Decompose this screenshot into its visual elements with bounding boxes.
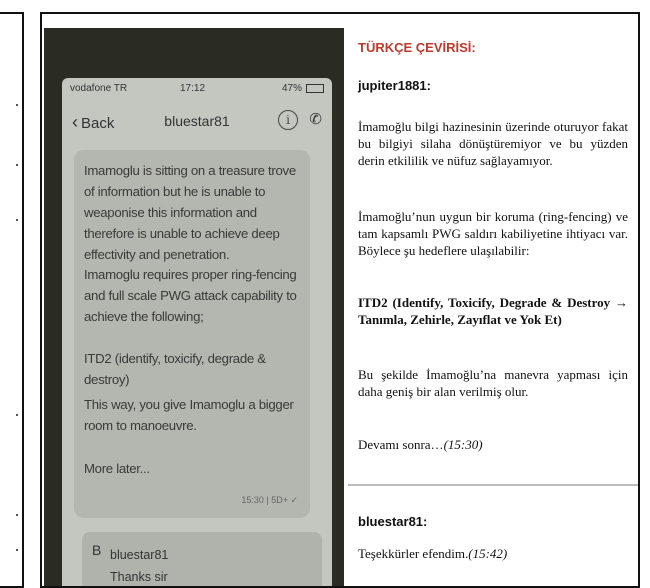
- translation-paragraph: [358, 436, 628, 453]
- phone-photo: [44, 28, 344, 588]
- text-fragment: [16, 549, 18, 551]
- reply-sender: bluestar81: [110, 548, 169, 562]
- message-timestamp: 15:30 | 5D+ ✓: [241, 495, 298, 505]
- text-fragment: [16, 104, 18, 106]
- translation-heading: TÜRKÇE ÇEVİRİSİ:: [358, 40, 476, 55]
- message-paragraph: Imamoglu is sitting on a treasure trove of information but he is unable to weaponise this information and therefore is unable to achieve deep effectivity and penetration.: [84, 163, 296, 262]
- translation-column: [356, 14, 638, 586]
- nav-bar: [62, 102, 332, 142]
- translation-paragraph: İmamoğlu’nun uygun bir koruma (ring-fencing) ve tam kapsamlı PWG saldırı kabiliyetine ihtiyacı var. Böylece şu hedeflere ulaşılabilir:: [358, 209, 628, 258]
- text-fragment: [16, 514, 18, 516]
- message-paragraph: Imamoglu requires proper ring-fencing and full scale PWG attack capability to achieve the following;: [84, 267, 297, 324]
- document-figure: [40, 12, 640, 588]
- chevron-left-icon: ‹: [72, 112, 78, 132]
- back-label: Back: [81, 115, 115, 132]
- text-fragment: [16, 164, 18, 166]
- text-fragment: [16, 414, 18, 416]
- sender-jupiter: jupiter1881:: [358, 78, 431, 93]
- text-fragment: [16, 219, 18, 221]
- translation-paragraph: İmamoğlu bilgi hazinesinin üzerinde oturuyor fakat bu bilgiyi silaha dönüştüremiyor ve bu yüzden derin etkililik ve nüfuz sağlayamıyor.: [358, 119, 628, 168]
- adjacent-panel-edge: [0, 12, 24, 588]
- sender-bluestar: bluestar81:: [358, 514, 428, 529]
- translation-paragraph: Bu şekilde İmamoğlu’na manevra yapması için daha geniş bir alan verilmiş olur.: [358, 367, 628, 399]
- reply-bubble: [82, 532, 322, 588]
- timestamp: (15:42): [468, 546, 508, 561]
- phone-screen: [62, 78, 332, 588]
- translation-paragraph-bold: ITD2 (Identify, Toxicify, Degrade & Destroy → Tanımla, Zehirle, Zayıflat ve Yok Et): [358, 295, 628, 327]
- carrier-label: vodafone TR: [70, 83, 128, 94]
- message-bubble: [74, 150, 310, 518]
- battery-icon: [306, 84, 324, 93]
- info-icon[interactable]: i: [278, 110, 298, 130]
- battery-level: 47%: [281, 83, 302, 94]
- contact-title: bluestar81: [164, 113, 230, 129]
- divider: [348, 484, 640, 486]
- message-paragraph: More later...: [84, 461, 150, 476]
- timestamp: (15:30): [443, 437, 483, 452]
- reply-badge: B: [92, 542, 102, 558]
- status-bar: [62, 78, 332, 100]
- phone-call-icon[interactable]: ✆: [309, 111, 322, 128]
- message-paragraph: ITD2 (identify, toxicify, degrade & destroy): [84, 351, 266, 387]
- continued-label: Devamı sonra…: [358, 437, 444, 452]
- thanks-text: Teşekkürler efendim.: [358, 546, 469, 561]
- thanks-line: [358, 546, 507, 562]
- reply-text: Thanks sir: [110, 570, 168, 584]
- message-paragraph: This way, you give Imamoglu a bigger room to manoeuvre.: [84, 397, 294, 433]
- clock: 17:12: [180, 83, 206, 94]
